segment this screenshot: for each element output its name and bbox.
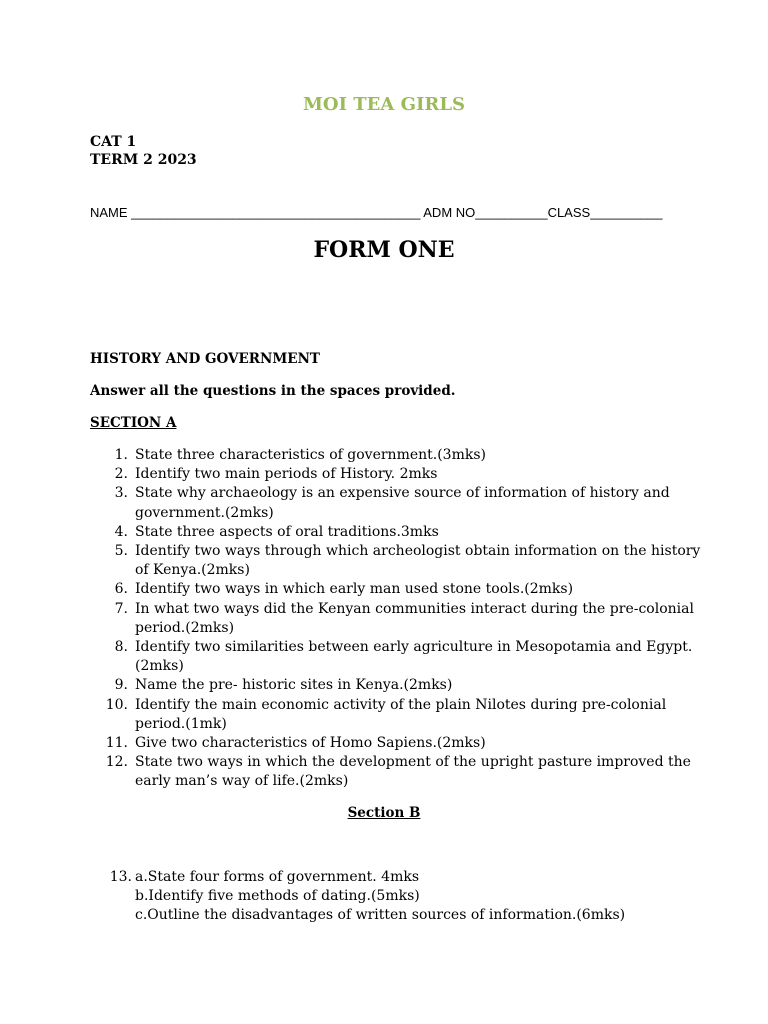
question-number: 3. (114, 485, 128, 502)
question-text: Identify two ways through which archeologist obtain information on the history (135, 543, 701, 559)
question-text: Identify two similarities between early agriculture in Mesopotamia and Egypt. (135, 639, 693, 655)
question-number: 9. (114, 677, 128, 694)
question-text: Identify two ways in which early man used stone tools.(2mks) (135, 581, 574, 598)
question-text: (2mks) (135, 658, 184, 675)
question-number: 7. (114, 600, 128, 617)
form-title: FORM ONE (313, 237, 455, 263)
question-number: 11. (105, 735, 128, 751)
name-adm-class-line: NAME ________________________________________ ADM NO__________CLASS__________ (90, 205, 663, 220)
question-number: 5. (114, 543, 128, 559)
question-number: 1. (114, 447, 128, 463)
question-number: 8. (114, 639, 128, 655)
question-text: State three characteristics of government.(3mks) (135, 447, 486, 463)
question-text: of Kenya.(2mks) (135, 562, 250, 579)
subject-heading: HISTORY AND GOVERNMENT (90, 351, 320, 367)
question-text: Identify two main periods of History. 2mks (135, 466, 438, 483)
question-number: 4. (114, 523, 128, 540)
section-b-heading: Section B (347, 805, 421, 821)
question-text: period.(1mk) (135, 715, 227, 732)
term-label: TERM 2 2023 (90, 152, 197, 168)
question-text: period.(2mks) (135, 619, 235, 636)
cat-label: CAT 1 (90, 134, 137, 150)
question-number: 13. (109, 869, 132, 885)
question-13c: c.Outline the disadvantages of written sources of information.(6mks) (135, 907, 626, 923)
question-number: 12. (105, 754, 128, 771)
question-text: government.(2mks) (135, 504, 274, 521)
question-text: State why archaeology is an expensive source of information of history and (135, 485, 670, 502)
question-text: State three aspects of oral traditions.3mks (135, 523, 439, 540)
question-text: Identify the main economic activity of the plain Nilotes during pre-colonial (135, 696, 667, 713)
section-a-heading: SECTION A (90, 415, 177, 431)
question-text: In what two ways did the Kenyan communities interact during the pre-colonial (135, 600, 694, 617)
school-name: MOI TEA GIRLS (302, 94, 466, 115)
question-number: 6. (114, 581, 128, 598)
question-text: early man’s way of life.(2mks) (135, 773, 349, 790)
question-text: State two ways in which the development of the upright pasture improved the (135, 754, 691, 771)
question-13a: a.State four forms of government. 4mks (135, 869, 420, 885)
question-number: 10. (105, 696, 128, 713)
question-13b: b.Identify five methods of dating.(5mks) (135, 888, 420, 904)
instruction-text: Answer all the questions in the spaces provided. (90, 383, 456, 399)
question-text: Give two characteristics of Homo Sapiens.(2mks) (135, 735, 486, 751)
question-text: Name the pre- historic sites in Kenya.(2mks) (135, 677, 453, 694)
question-number: 2. (114, 466, 128, 483)
